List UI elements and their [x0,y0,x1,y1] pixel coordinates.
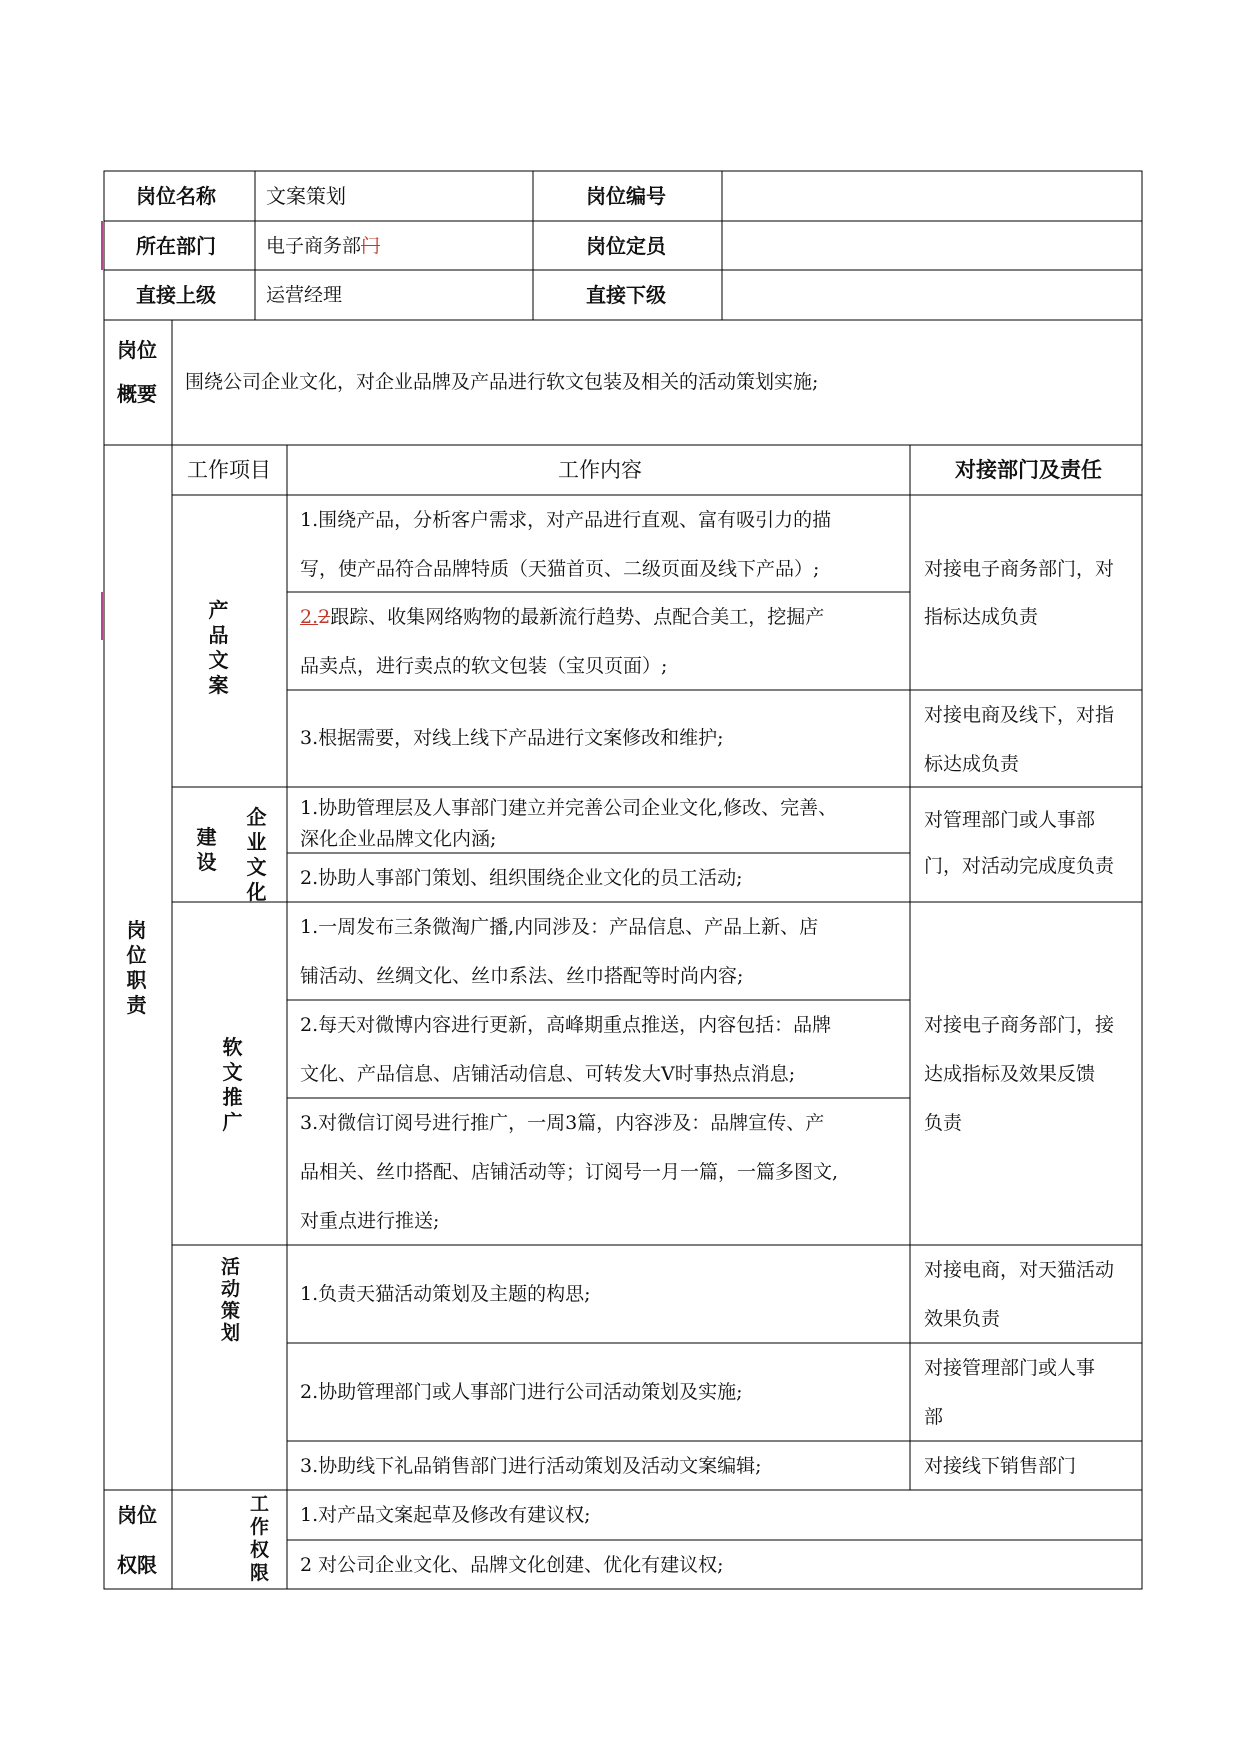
duty-line: 1.协助管理层及人事部门建立并完善公司企业文化,修改、完善、 [300,797,838,819]
dept-responsibility: 对接电子商务部门，接 [924,1014,1115,1036]
duty-line: 3.根据需要，对线上线下产品进行文案修改和维护; [300,727,724,749]
col-header-item: 工作项目 [187,458,271,482]
position-code-label: 岗位编号 [586,184,666,208]
duties-label-char: 职 [126,968,147,992]
duties-label-char: 岗 [126,918,147,942]
duty-line: 3.协助线下礼品销售部门进行活动策划及活动文案编辑; [300,1455,762,1477]
dept-responsibility: 门，对活动完成度负责 [924,855,1115,877]
duty-line [300,592,824,642]
overview-text: 围绕公司企业文化，对企业品牌及产品进行软文包装及相关的活动策划实施; [185,371,819,393]
duties-label [124,918,149,1018]
duty-line: 品卖点，进行卖点的软文包装（宝贝页面）; [300,655,668,677]
duty-line: 2.协助管理部门或人事部门进行公司活动策划及实施; [300,1381,743,1403]
duty-line: 2.每天对微博内容进行更新，高峰期重点推送，内容包括：品牌 [300,1014,832,1036]
group-culture-label-b: 企 业 文 化 [246,805,267,904]
duty-line: 深化企业品牌文化内涵; [300,828,497,850]
duty-line: 1.围绕产品，分析客户需求，对产品进行直观、富有吸引力的描 [300,509,832,531]
duty-line: 品相关、丝巾搭配、店铺活动等；订阅号一月一篇，一篇多图文, [300,1161,839,1183]
group-product-copy-label: 产 品 文 案 [208,598,229,697]
duty-line: 1.一周发布三条微淘广播,内同涉及：产品信息、产品上新、店 [300,916,819,938]
authority-sub-label: 工 作 权 限 [249,1493,269,1584]
duty-line: 文化、产品信息、店铺活动信息、可转发大V时事热点消息; [300,1063,796,1085]
dept-responsibility: 对接电商及线下，对指 [924,704,1115,726]
duties-label-char: 位 [126,943,147,967]
col-header-content: 工作内容 [558,458,642,482]
deleted-text: 2 [318,606,331,628]
dept-responsibility: 对接管理部门或人事 [924,1357,1096,1379]
dept-responsibility: 指标达成负责 [924,606,1039,628]
dept-responsibility: 负责 [924,1112,963,1134]
direct-superior-label: 直接上级 [136,283,216,307]
dept-responsibility: 标达成负责 [924,753,1020,775]
dept-responsibility: 对接电子商务部门，对 [924,558,1115,580]
dept-responsibility: 对管理部门或人事部 [924,809,1096,831]
duty-line: 2.协助人事部门策划、组织围绕企业文化的员工活动; [300,867,743,889]
overview-label-line2: 概要 [117,382,157,406]
dept-responsibility: 部 [924,1406,944,1428]
headcount-label: 岗位定员 [586,234,666,258]
dept-responsibility: 对接电商，对天猫活动 [924,1259,1115,1281]
authority-label-line2: 权限 [117,1553,157,1577]
duty-line: 铺活动、丝绸文化、丝巾系法、丝巾搭配等时尚内容; [300,965,744,987]
dept-responsibility: 效果负责 [924,1308,1001,1330]
revision-margin-mark [101,592,103,640]
group-soft-promotion-label: 软 文 推 广 [222,1035,243,1134]
direct-subordinate-label: 直接下级 [586,283,666,307]
inserted-text: 2. [300,606,319,628]
department-label: 所在部门 [136,234,216,258]
duty-line: 3.对微信订阅号进行推广，一周3篇，内容涉及：品牌宣传、产 [300,1112,825,1134]
authority-label-line1: 岗位 [117,1503,157,1527]
department-text: 电子商务部 [266,235,362,257]
dept-responsibility: 对接线下销售部门 [924,1455,1077,1477]
duties-label-char: 责 [126,993,147,1017]
duty-line: 1.负责天猫活动策划及主题的构思; [300,1283,591,1305]
group-culture-label-a: 建 设 [196,825,217,874]
direct-superior-value: 运营经理 [266,284,343,306]
overview-label-line1: 岗位 [117,338,157,362]
deleted-text: 门 [361,235,381,257]
authority-row: 2 对公司企业文化、品牌文化创建、优化有建议权; [300,1554,724,1576]
revision-margin-mark [101,221,103,270]
group-activity-planning-label: 活 动 策 划 [220,1256,240,1344]
duty-line: 写，使产品符合品牌特质（天猫首页、二级页面及线下产品）; [300,558,820,580]
duty-line: 对重点进行推送; [300,1210,440,1232]
department-value [266,221,380,271]
dept-responsibility: 达成指标及效果反馈 [924,1063,1096,1085]
authority-row: 1.对产品文案起草及修改有建议权; [300,1504,591,1526]
duty-line-text: 跟踪、收集网络购物的最新流行趋势、点配合美工，挖掘产 [330,606,825,628]
col-header-dept: 对接部门及责任 [955,458,1102,482]
position-name-value: 文案策划 [266,184,346,208]
position-name-label: 岗位名称 [136,184,216,208]
